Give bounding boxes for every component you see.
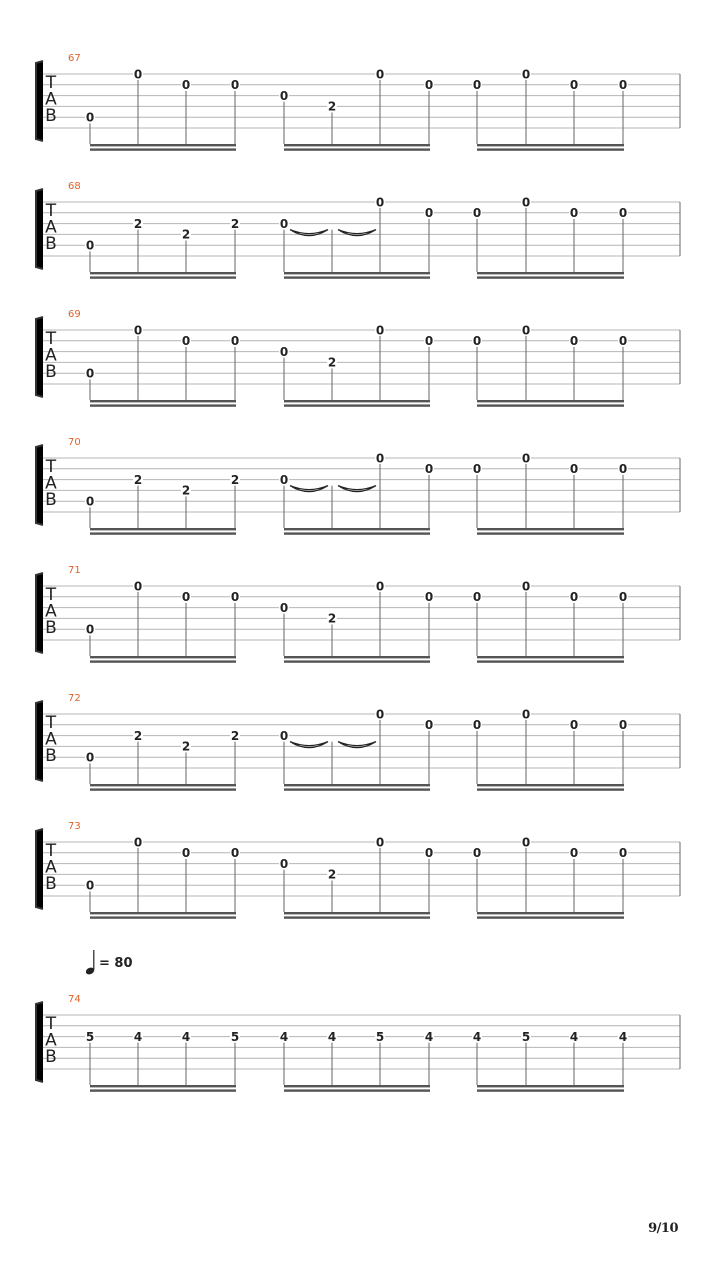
fret-number: 0 (85, 366, 95, 381)
fret-number: 0 (472, 206, 482, 221)
beam-primary (284, 1085, 430, 1087)
fret-number: 2 (181, 227, 191, 242)
fret-number: 4 (424, 1029, 434, 1044)
beam-primary (284, 784, 430, 786)
system-bracket (36, 445, 43, 525)
fret-number: 0 (424, 718, 434, 733)
system-bracket (36, 829, 43, 909)
fret-number: 4 (279, 1029, 289, 1044)
beam-secondary (284, 532, 430, 534)
fret-number: 0 (133, 835, 143, 850)
fret-number: 0 (279, 88, 289, 103)
beam-secondary (90, 1089, 236, 1091)
fret-number: 0 (85, 238, 95, 253)
tab-clef-letter: A (45, 345, 57, 366)
tab-clef-letter: B (45, 234, 57, 254)
beam-secondary (90, 916, 236, 918)
fret-number: 0 (618, 590, 628, 605)
tab-clef-letter: A (45, 729, 57, 750)
fret-number: 5 (375, 1029, 385, 1044)
fret-number: 0 (181, 590, 191, 605)
fret-number: 0 (279, 344, 289, 359)
beam-primary (477, 656, 624, 658)
tab-clef-letter: T (45, 457, 57, 477)
fret-number: 2 (230, 216, 240, 231)
fret-number: 0 (279, 600, 289, 615)
beam-secondary (284, 660, 430, 662)
fret-number: 0 (181, 78, 191, 93)
fret-number: 0 (569, 718, 579, 733)
fret-number: 4 (618, 1029, 628, 1044)
fret-number: 0 (618, 462, 628, 477)
beam-primary (90, 912, 236, 914)
beam-secondary (90, 788, 236, 790)
beam-secondary (90, 532, 236, 534)
fret-number: 0 (279, 728, 289, 743)
tab-clef-letter: T (45, 585, 57, 605)
beam-primary (477, 400, 624, 402)
fret-number: 0 (375, 451, 385, 466)
fret-number: 4 (133, 1029, 143, 1044)
fret-number: 0 (472, 718, 482, 733)
fret-number: 0 (279, 216, 289, 231)
fret-number: 0 (181, 846, 191, 861)
tab-clef-letter: A (45, 89, 57, 110)
measure-number: 67 (68, 53, 81, 64)
beam-primary (284, 144, 430, 146)
fret-number: 0 (375, 67, 385, 82)
fret-number: 0 (618, 718, 628, 733)
fret-number: 0 (521, 195, 531, 210)
fret-number: 0 (569, 78, 579, 93)
fret-number: 0 (521, 451, 531, 466)
fret-number: 0 (618, 334, 628, 349)
system-bracket (36, 1002, 43, 1082)
system-70 (36, 437, 680, 535)
fret-number: 0 (472, 462, 482, 477)
beam-secondary (284, 148, 430, 150)
beam-primary (90, 784, 236, 786)
tab-clef-letter: T (45, 329, 57, 349)
fret-number: 2 (230, 728, 240, 743)
fret-number: 2 (327, 867, 337, 882)
fret-number: 0 (375, 579, 385, 594)
fret-number: 0 (472, 334, 482, 349)
tab-clef-letter: B (45, 362, 57, 382)
fret-number: 2 (327, 355, 337, 370)
beam-primary (284, 912, 430, 914)
fret-number: 0 (279, 856, 289, 871)
fret-number: 4 (327, 1029, 337, 1044)
fret-number: 0 (472, 846, 482, 861)
system-bracket (36, 317, 43, 397)
measure-number: 70 (68, 437, 81, 448)
fret-number: 2 (181, 739, 191, 754)
fret-number: 0 (521, 67, 531, 82)
fret-number: 4 (569, 1029, 579, 1044)
tab-clef-letter: B (45, 746, 57, 766)
beam-secondary (477, 404, 624, 406)
beam-secondary (477, 660, 624, 662)
tab-clef-letter: T (45, 73, 57, 93)
beam-primary (90, 1085, 236, 1087)
measure-number: 71 (68, 565, 81, 576)
beam-primary (90, 656, 236, 658)
measure-number: 74 (68, 994, 81, 1005)
beam-primary (477, 912, 624, 914)
system-bracket (36, 573, 43, 653)
fret-number: 0 (569, 206, 579, 221)
fret-number: 0 (133, 323, 143, 338)
beam-primary (477, 1085, 624, 1087)
beam-secondary (90, 148, 236, 150)
system-bracket (36, 701, 43, 781)
system-67 (36, 53, 680, 151)
system-72 (36, 693, 680, 791)
fret-number: 5 (85, 1029, 95, 1044)
fret-number: 0 (569, 462, 579, 477)
fret-number: 2 (327, 611, 337, 626)
fret-number: 0 (230, 78, 240, 93)
system-bracket (36, 61, 43, 141)
tab-clef-letter: A (45, 473, 57, 494)
fret-number: 0 (424, 334, 434, 349)
beam-primary (284, 528, 430, 530)
fret-number: 5 (230, 1029, 240, 1044)
system-68 (36, 181, 680, 279)
fret-number: 0 (230, 846, 240, 861)
beam-secondary (90, 660, 236, 662)
tab-clef-letter: T (45, 1014, 57, 1034)
fret-number: 2 (133, 472, 143, 487)
beam-secondary (477, 916, 624, 918)
fret-number: 0 (521, 835, 531, 850)
beam-secondary (477, 148, 624, 150)
beam-primary (90, 272, 236, 274)
fret-number: 2 (230, 472, 240, 487)
fret-number: 0 (133, 67, 143, 82)
fret-number: 0 (521, 323, 531, 338)
beam-secondary (477, 532, 624, 534)
tab-clef-letter: B (45, 490, 57, 510)
fret-number: 0 (85, 750, 95, 765)
page-number: 9/10 (648, 1221, 678, 1236)
fret-number: 5 (521, 1029, 531, 1044)
beam-secondary (284, 916, 430, 918)
beam-primary (284, 400, 430, 402)
tempo-label: = 80 (99, 956, 133, 971)
fret-number: 0 (569, 590, 579, 605)
fret-number: 0 (521, 707, 531, 722)
fret-number: 4 (181, 1029, 191, 1044)
fret-number: 0 (618, 846, 628, 861)
fret-number: 0 (424, 78, 434, 93)
beam-primary (284, 656, 430, 658)
fret-number: 0 (279, 472, 289, 487)
tab-clef-letter: T (45, 841, 57, 861)
fret-number: 0 (375, 323, 385, 338)
system-bracket (36, 189, 43, 269)
measure-number: 73 (68, 821, 81, 832)
fret-number: 0 (181, 334, 191, 349)
fret-number: 0 (569, 846, 579, 861)
fret-number: 4 (472, 1029, 482, 1044)
beam-primary (477, 272, 624, 274)
fret-number: 0 (85, 622, 95, 637)
fret-number: 0 (569, 334, 579, 349)
fret-number: 2 (327, 99, 337, 114)
beam-primary (90, 528, 236, 530)
tab-clef-letter: A (45, 217, 57, 238)
beam-primary (90, 400, 236, 402)
beam-secondary (477, 788, 624, 790)
fret-number: 0 (424, 462, 434, 477)
tab-clef-letter: A (45, 601, 57, 622)
fret-number: 0 (85, 110, 95, 125)
measure-number: 72 (68, 693, 81, 704)
tab-clef-letter: A (45, 857, 57, 878)
system-73 (36, 821, 680, 919)
beam-secondary (284, 788, 430, 790)
beam-secondary (477, 276, 624, 278)
measure-number: 68 (68, 181, 81, 192)
fret-number: 0 (618, 206, 628, 221)
tab-clef-letter: B (45, 106, 57, 126)
beam-secondary (284, 276, 430, 278)
fret-number: 0 (375, 195, 385, 210)
fret-number: 0 (472, 78, 482, 93)
beam-secondary (477, 1089, 624, 1091)
fret-number: 0 (375, 835, 385, 850)
beam-primary (477, 144, 624, 146)
fret-number: 0 (230, 334, 240, 349)
beam-primary (284, 272, 430, 274)
fret-number: 0 (85, 494, 95, 509)
fret-number: 0 (424, 846, 434, 861)
fret-number: 0 (375, 707, 385, 722)
tab-clef-letter: A (45, 1030, 57, 1051)
measure-number: 69 (68, 309, 81, 320)
fret-number: 0 (472, 590, 482, 605)
beam-secondary (284, 404, 430, 406)
fret-number: 0 (230, 590, 240, 605)
system-69 (36, 309, 680, 407)
fret-number: 0 (85, 878, 95, 893)
tab-clef-letter: T (45, 201, 57, 221)
system-74 (36, 950, 680, 1092)
beam-secondary (90, 276, 236, 278)
fret-number: 0 (424, 206, 434, 221)
beam-primary (477, 784, 624, 786)
fret-number: 2 (181, 483, 191, 498)
fret-number: 0 (133, 579, 143, 594)
beam-primary (477, 528, 624, 530)
fret-number: 2 (133, 728, 143, 743)
fret-number: 0 (521, 579, 531, 594)
beam-primary (90, 144, 236, 146)
system-71 (36, 565, 680, 663)
fret-number: 0 (618, 78, 628, 93)
beam-secondary (284, 1089, 430, 1091)
beam-secondary (90, 404, 236, 406)
fret-number: 0 (424, 590, 434, 605)
tab-clef-letter: B (45, 618, 57, 638)
tab-clef-letter: T (45, 713, 57, 733)
fret-number: 2 (133, 216, 143, 231)
tab-clef-letter: B (45, 874, 57, 894)
tab-clef-letter: B (45, 1047, 57, 1067)
